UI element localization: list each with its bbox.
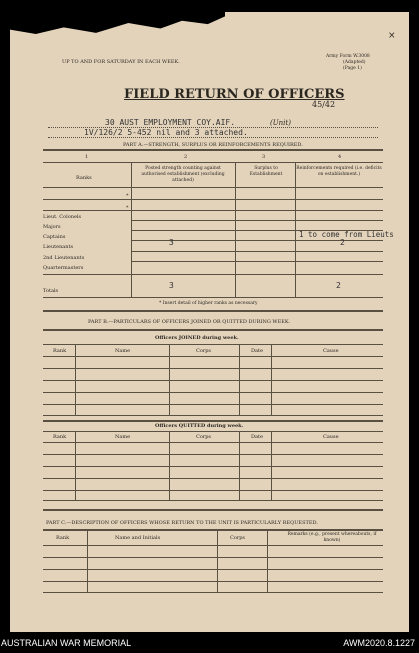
col-number-4: 4 [338, 154, 342, 160]
captains-posted-value: 3 [169, 238, 174, 247]
reinforcement-note: 1 to come from Lieuts [299, 230, 394, 239]
reference-number: 45/42 [312, 100, 336, 109]
quitted-title: Officers QUITTED during week. [155, 423, 244, 429]
reinforcement-value: 2 [340, 238, 345, 247]
totals-label: Totals [43, 288, 59, 294]
joined-col-cause: Cause [323, 348, 339, 354]
joined-col-rank: Rank [53, 348, 67, 354]
caption-accession-number: AWM2020.8.1227 [343, 638, 415, 648]
asterisk-2: * [126, 205, 129, 211]
joined-col-date: Date [251, 348, 263, 354]
army-form-page: (Page 1) [343, 66, 362, 71]
part-c-col-rank: Rank [56, 535, 70, 541]
rank-quartermasters: Quartermasters [43, 265, 84, 271]
quitted-col-corps: Corps [196, 434, 211, 440]
part-c-col-remarks: Remarks (e.g., present whereabouts, if known) [287, 532, 377, 543]
part-c-col-corps: Corps [230, 535, 245, 541]
joined-title: Officers JOINED during week. [155, 335, 239, 341]
army-form-adapted: (Adapted) [343, 60, 366, 65]
part-a-title: PART A.—STRENGTH, SURPLUS OR REINFORCEMENTS REQUIRED. [123, 142, 303, 148]
col-number-1: 1 [85, 154, 89, 160]
col-number-2: 2 [184, 154, 188, 160]
quitted-col-date: Date [251, 434, 263, 440]
col-head-posted: Posted strength counting against authorised establishment (excluding attached) [141, 166, 225, 183]
form-title: FIELD RETURN OF OFFICERS [124, 87, 345, 102]
rank-2nd-lieutenants: 2nd Lieutenants [43, 255, 85, 261]
header-left: UP TO AND FOR SATURDAY IN EACH WEEK. [62, 59, 180, 65]
caption-institution: AUSTRALIAN WAR MEMORIAL [1, 638, 132, 648]
part-c-title: PART C.—DESCRIPTION OF OFFICERS WHOSE RETURN TO THE UNIT IS PARTICULARLY REQUESTED. [46, 520, 318, 526]
rank-majors: Majors [43, 224, 61, 230]
col-head-ranks: Ranks [76, 175, 92, 181]
totals-reinforcements: 2 [336, 281, 341, 290]
unit-label: (Unit) [270, 119, 291, 127]
col-number-3: 3 [262, 154, 266, 160]
unit-name: 30 AUST EMPLOYMENT COY.AIF. [105, 118, 236, 127]
quitted-col-cause: Cause [323, 434, 339, 440]
part-a-footnote: * Insert detail of higher ranks as necessary [159, 301, 258, 306]
joined-col-corps: Corps [196, 348, 211, 354]
totals-posted: 3 [169, 281, 174, 290]
part-b-title: PART B.—PARTICULARS OF OFFICERS JOINED OR QUITTED DURING WEEK. [88, 319, 291, 325]
torn-edge [10, 12, 225, 34]
quitted-col-name: Name [115, 434, 131, 440]
army-form-number: Army Form W.3008 [326, 54, 370, 59]
joined-col-name: Name [115, 348, 131, 354]
close-icon: × [388, 31, 396, 41]
quitted-col-rank: Rank [53, 434, 67, 440]
unit-reference-line: 1V/126/2 5-452 nil and 3 attached. [84, 128, 248, 137]
rank-lieut-colonels: Lieut. Colonels [43, 214, 82, 220]
document-page [10, 12, 409, 632]
asterisk-1: * [126, 193, 129, 199]
col-head-reinforcements: Reinforcements required (i.e. deficits on establishment.) [296, 166, 382, 177]
part-c-col-name: Name and Initials [115, 535, 161, 541]
rank-captains: Captains [43, 234, 66, 240]
col-head-surplus: Surplus to Establishment [249, 166, 283, 177]
rank-lieutenants: Lieutenants [43, 244, 74, 250]
